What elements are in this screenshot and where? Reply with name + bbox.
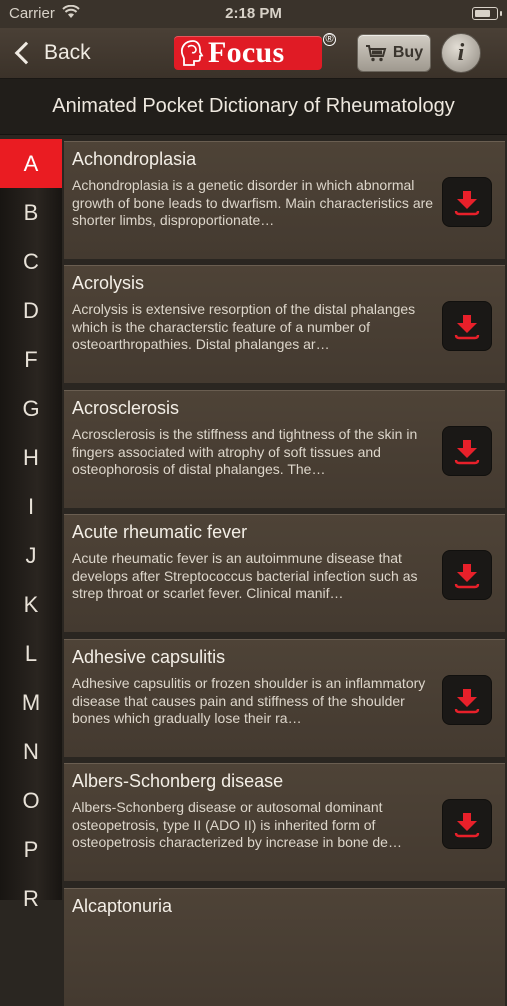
carrier-label: Carrier (9, 5, 55, 22)
list-item[interactable] (64, 763, 505, 881)
download-icon (453, 561, 481, 589)
index-letter[interactable]: P (23, 836, 39, 862)
index-letter[interactable]: J (25, 542, 37, 568)
download-icon (453, 686, 481, 714)
index-letter[interactable]: I (27, 493, 35, 519)
info-button[interactable] (441, 33, 481, 73)
alphabet-index (0, 139, 62, 911)
download-button[interactable] (443, 551, 491, 599)
download-button[interactable] (443, 800, 491, 848)
entry-title: Adhesive capsulitis (72, 647, 226, 667)
entry-title: Albers-Schonberg disease (72, 771, 284, 791)
download-button[interactable] (443, 676, 491, 724)
entry-title: Alcaptonuria (72, 896, 173, 916)
nav-bar (0, 28, 507, 79)
status-time: 2:18 PM (225, 5, 282, 22)
entry-title: Achondroplasia (72, 149, 197, 169)
cart-icon (365, 44, 387, 62)
entry-description: Acute rheumatic fever is an autoimmune disease that develops after Streptococcus bacterial infection such as strep throat or scarlet fever. Clinical manif… (72, 550, 418, 601)
index-letter[interactable]: H (23, 444, 39, 470)
list-item[interactable] (64, 265, 505, 383)
list-item[interactable] (64, 141, 505, 259)
download-button[interactable] (443, 178, 491, 226)
download-button[interactable] (443, 427, 491, 475)
head-profile-icon (176, 38, 206, 68)
page-title: Animated Pocket Dictionary of Rheumatology (52, 95, 455, 117)
download-icon (453, 188, 481, 216)
buy-label: Buy (392, 44, 424, 61)
index-letter[interactable]: C (23, 248, 39, 274)
index-letter[interactable]: D (23, 297, 39, 323)
index-letter[interactable]: R (23, 885, 39, 911)
entry-description: Acrosclerosis is the stiffness and tightness of the skin in fingers associated with atrophy of soft tissues and osteophorosis of distal phalanges. The… (72, 426, 418, 477)
download-button[interactable] (443, 302, 491, 350)
entry-title: Acrosclerosis (72, 398, 180, 418)
index-letter[interactable]: N (23, 738, 39, 764)
download-icon (453, 312, 481, 340)
buy-button[interactable] (357, 34, 431, 72)
chevron-left-icon (15, 42, 38, 65)
list-item[interactable] (64, 514, 505, 632)
list-item[interactable] (64, 639, 505, 757)
entry-description: Albers-Schonberg disease or autosomal dominant osteopetrosis, type II (ADO II) is inherited form of osteopetrosis characterized by increase in bone de… (72, 799, 402, 850)
back-label: Back (44, 41, 91, 64)
index-letter[interactable]: F (24, 346, 38, 372)
index-letter[interactable]: A (0, 139, 62, 188)
index-letter[interactable]: O (22, 787, 40, 813)
entry-description: Acrolysis is extensive resorption of the distal phalanges which is the characterstic feature of a number of osteoarthropathies. Distal phalanges ar… (72, 301, 416, 352)
entry-description: Adhesive capsulitis or frozen shoulder is an inflammatory disease that causes pain and stiffness of the shoulder bones which gradually lose their ra… (72, 675, 426, 726)
list-item[interactable] (64, 390, 505, 508)
page-title-bar (0, 79, 507, 135)
dictionary-list (64, 139, 507, 916)
index-letter[interactable]: M (21, 689, 41, 715)
battery-icon (472, 7, 498, 20)
index-letter[interactable]: G (22, 395, 40, 421)
entry-description: Achondroplasia is a genetic disorder in which abnormal growth of bone leads to dwarfism. Main characteristics are shorter limbs, disproportionate… (72, 177, 434, 228)
index-letter[interactable]: B (23, 199, 39, 225)
index-letter[interactable]: K (23, 591, 39, 617)
focus-logo (174, 33, 334, 70)
entry-title: Acute rheumatic fever (72, 522, 248, 542)
entry-title: Acrolysis (72, 273, 145, 293)
download-icon (453, 437, 481, 465)
list-item[interactable] (64, 888, 505, 1006)
logo-text: Focus (208, 36, 285, 69)
status-bar (0, 0, 507, 28)
registered-mark: ® (323, 33, 336, 46)
info-icon: i (457, 39, 465, 66)
back-button[interactable] (14, 38, 91, 68)
index-letter[interactable]: L (24, 640, 38, 666)
download-icon (453, 810, 481, 838)
